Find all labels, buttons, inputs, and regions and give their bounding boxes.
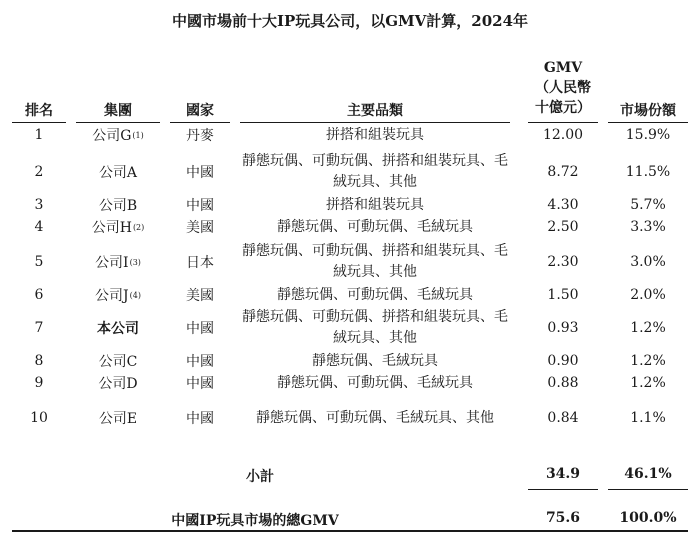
header-gmv-line1: GMV	[543, 60, 583, 76]
share-cell: 2.0%	[630, 287, 666, 303]
group-name: 公司D	[98, 376, 138, 392]
rank-cell: 7	[34, 320, 44, 336]
footnote-marker: (3)	[129, 257, 141, 267]
country-cell: 中國	[186, 376, 214, 392]
header-group: 集團	[104, 103, 132, 119]
gmv-cell: 0.88	[547, 375, 579, 391]
group-name: 公司I	[95, 255, 129, 271]
table-row	[0, 350, 700, 372]
gmv-cell: 0.93	[547, 320, 579, 336]
group-name: 公司E	[98, 411, 138, 427]
subtotal-gmv: 34.9	[545, 466, 581, 482]
category-cell: 靜態玩偶、可動玩偶、毛絨玩具	[277, 286, 473, 303]
group-name: 公司H	[91, 220, 132, 236]
group-name: 公司G	[92, 128, 132, 144]
group-cell	[76, 150, 160, 194]
group-name: 公司J	[95, 288, 129, 304]
header-gmv-line2: （人民幣	[535, 80, 591, 96]
header-divider	[608, 122, 688, 123]
gmv-cell: 1.50	[547, 287, 579, 303]
rank-cell: 1	[34, 127, 44, 143]
subtotal-share: 46.1%	[624, 466, 672, 482]
total-share: 100.0%	[619, 510, 677, 526]
group-cell	[76, 350, 160, 372]
rank-cell: 10	[30, 410, 48, 426]
country-cell: 日本	[186, 255, 214, 271]
category-cell: 靜態玩偶、可動玩偶、毛絨玩具	[277, 218, 473, 235]
subtotal-label: 小計	[246, 469, 274, 485]
gmv-cell: 2.30	[547, 254, 579, 270]
rank-cell: 9	[34, 375, 44, 391]
table-row	[0, 194, 700, 216]
category-cell: 拼搭和組裝玩具	[326, 126, 424, 143]
country-cell: 美國	[186, 220, 214, 236]
share-cell: 1.1%	[630, 410, 666, 426]
rank-cell: 2	[34, 164, 44, 180]
total-label: 中國IP玩具市場的總GMV	[171, 513, 339, 529]
table-row	[0, 216, 700, 238]
table-row	[0, 124, 700, 146]
group-cell	[76, 194, 160, 216]
rank-cell: 6	[34, 287, 44, 303]
group-cell	[76, 306, 160, 350]
header-divider	[528, 122, 598, 123]
rank-cell: 5	[34, 254, 44, 270]
header-share: 市場份額	[620, 103, 676, 119]
total-gmv: 75.6	[545, 510, 581, 526]
header-gmv	[528, 58, 598, 118]
table-row	[0, 284, 700, 306]
share-cell: 5.7%	[630, 197, 666, 213]
group-cell	[76, 372, 160, 394]
country-cell: 中國	[186, 198, 214, 214]
header-divider	[76, 122, 160, 123]
category-cell: 靜態玩偶、可動玩偶、拼搭和組裝玩具、毛絨玩具、其他	[242, 309, 508, 346]
rank-cell: 8	[34, 353, 44, 369]
category-cell: 靜態玩偶、可動玩偶、毛絨玩具	[277, 374, 473, 391]
total-divider	[12, 530, 688, 532]
country-cell: 中國	[186, 354, 214, 370]
category-cell: 靜態玩偶、可動玩偶、毛絨玩具、其他	[256, 409, 494, 426]
table-row	[0, 240, 700, 284]
header-rank: 排名	[25, 103, 53, 119]
gmv-cell: 12.00	[542, 127, 584, 143]
group-name: 公司A	[98, 165, 138, 181]
country-cell: 中國	[186, 165, 214, 181]
group-cell	[76, 396, 160, 440]
group-cell	[76, 216, 160, 238]
share-cell: 1.2%	[630, 375, 666, 391]
share-cell: 1.2%	[630, 320, 666, 336]
country-cell: 美國	[186, 288, 214, 304]
header-country: 國家	[186, 103, 214, 119]
share-cell: 11.5%	[625, 164, 671, 180]
gmv-cell: 4.30	[547, 197, 579, 213]
gmv-cell: 2.50	[547, 219, 579, 235]
table-row	[0, 372, 700, 394]
country-cell: 丹麥	[186, 128, 214, 144]
header-divider	[12, 122, 66, 123]
share-cell: 3.0%	[630, 254, 666, 270]
header-category: 主要品類	[347, 103, 403, 119]
header-gmv-line3: 十億元）	[535, 100, 591, 116]
group-cell	[76, 284, 160, 306]
category-cell: 拼搭和組裝玩具	[326, 196, 424, 213]
header-divider	[170, 122, 230, 123]
category-cell: 靜態玩偶、可動玩偶、拼搭和組裝玩具、毛絨玩具、其他	[242, 243, 508, 280]
group-name: 公司C	[98, 354, 138, 370]
footnote-marker: (4)	[129, 290, 141, 300]
category-cell: 靜態玩偶、毛絨玩具	[312, 352, 438, 369]
gmv-cell: 0.90	[547, 353, 579, 369]
rank-cell: 3	[34, 197, 44, 213]
share-cell: 15.9%	[625, 127, 671, 143]
table-row	[0, 306, 700, 350]
table-row	[0, 150, 700, 194]
country-cell: 中國	[186, 411, 214, 427]
table-title: 中國市場前十大IP玩具公司，以GMV計算，2024年	[171, 12, 529, 30]
table-row	[0, 396, 700, 440]
group-cell	[76, 240, 160, 284]
category-cell: 靜態玩偶、可動玩偶、拼搭和組裝玩具、毛絨玩具、其他	[242, 153, 508, 190]
share-cell: 3.3%	[630, 219, 666, 235]
gmv-cell: 8.72	[547, 164, 579, 180]
subtotal-divider	[608, 489, 688, 490]
group-cell	[76, 124, 160, 146]
footnote-marker: (1)	[132, 130, 144, 140]
group-name: 公司B	[98, 198, 138, 214]
footnote-marker: (2)	[132, 222, 145, 232]
share-cell: 1.2%	[630, 353, 666, 369]
group-name: 本公司	[97, 321, 139, 337]
country-cell: 中國	[186, 321, 214, 337]
rank-cell: 4	[34, 219, 44, 235]
header-divider	[240, 122, 510, 123]
gmv-cell: 0.84	[547, 410, 579, 426]
subtotal-divider	[528, 489, 598, 490]
